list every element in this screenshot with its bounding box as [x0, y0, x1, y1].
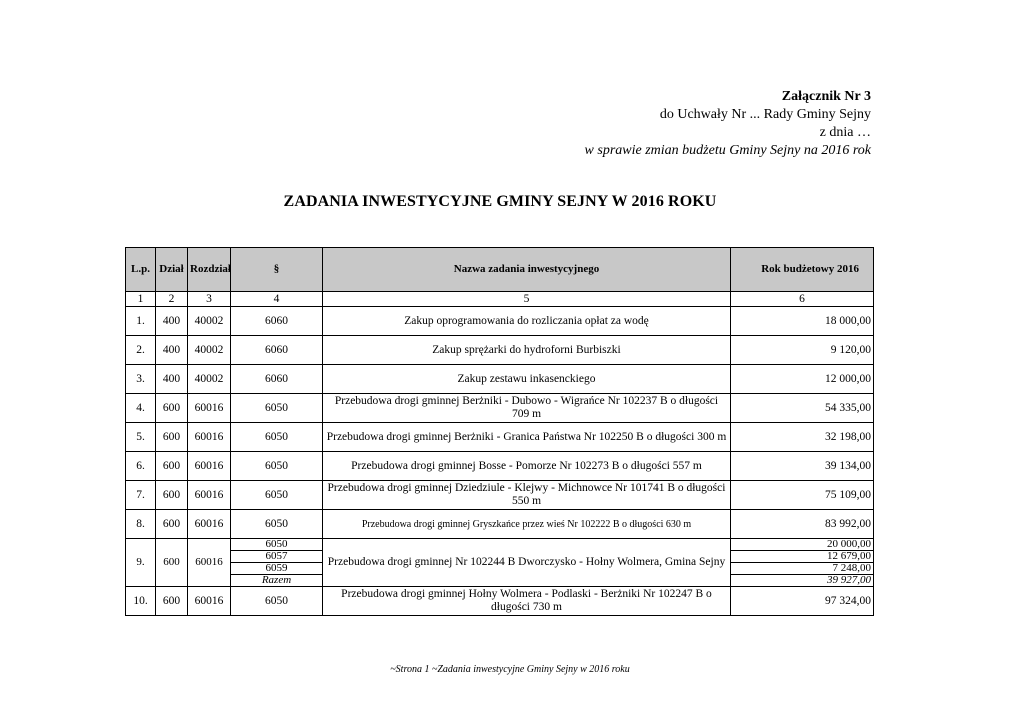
table-row [126, 394, 874, 423]
cell-lp: 9. [126, 539, 156, 587]
cell-nazwa: Przebudowa drogi gminnej Berżniki - Dubowo - Wigrańce Nr 102237 B o długości 709 m [323, 394, 731, 423]
cell-kwota: 75 109,00 [731, 481, 874, 510]
cell-paragraf: 6059 [231, 563, 323, 575]
attachment-title: Załącznik Nr 3 [781, 89, 871, 104]
cell-dzial: 600 [156, 481, 188, 510]
cell-lp: 6. [126, 452, 156, 481]
cell-lp: 7. [126, 481, 156, 510]
cell-lp: 3. [126, 365, 156, 394]
cell-paragraf: 6050 [231, 452, 323, 481]
cell-razem-label: Razem [231, 575, 323, 587]
header-lp: L.p. [126, 248, 156, 292]
cell-rozdzial: 60016 [188, 481, 231, 510]
cell-rozdzial: 40002 [188, 365, 231, 394]
table-row [126, 307, 874, 336]
page-footer: ~Strona 1 ~Zadania inwestycyjne Gminy Sejny w 2016 roku [390, 664, 630, 675]
header-kwota: Rok budżetowy 2016 [731, 248, 874, 292]
cell-dzial: 600 [156, 510, 188, 539]
column-number: 4 [231, 292, 323, 307]
investment-table [125, 247, 874, 616]
cell-dzial: 600 [156, 452, 188, 481]
cell-paragraf: 6050 [231, 481, 323, 510]
cell-kwota: 20 000,00 [731, 539, 874, 551]
cell-paragraf: 6050 [231, 394, 323, 423]
cell-paragraf: 6060 [231, 365, 323, 394]
cell-rozdzial: 60016 [188, 587, 231, 616]
column-number: 5 [323, 292, 731, 307]
cell-kwota: 39 134,00 [731, 452, 874, 481]
cell-dzial: 600 [156, 423, 188, 452]
cell-paragraf: 6050 [231, 423, 323, 452]
cell-kwota: 32 198,00 [731, 423, 874, 452]
column-number: 1 [126, 292, 156, 307]
cell-nazwa: Przebudowa drogi gminnej Hołny Wolmera - Podlaski - Berżniki Nr 102247 B o długości 730 m [323, 587, 731, 616]
cell-dzial: 400 [156, 336, 188, 365]
column-number: 2 [156, 292, 188, 307]
cell-lp: 5. [126, 423, 156, 452]
cell-nazwa: Przebudowa drogi gminnej Dziedziule - Klejwy - Michnowce Nr 101741 B o długości 550 m [323, 481, 731, 510]
cell-rozdzial: 60016 [188, 394, 231, 423]
cell-kwota: 54 335,00 [731, 394, 874, 423]
cell-paragraf: 6060 [231, 336, 323, 365]
cell-paragraf: 6050 [231, 510, 323, 539]
cell-kwota: 12 679,00 [731, 551, 874, 563]
cell-razem-kwota: 39 927,00 [731, 575, 874, 587]
cell-kwota: 12 000,00 [731, 365, 874, 394]
document-title: ZADANIA INWESTYCYJNE GMINY SEJNY W 2016 ROKU [283, 193, 717, 210]
table-row [126, 587, 874, 616]
cell-rozdzial: 60016 [188, 452, 231, 481]
cell-nazwa: Przebudowa drogi gminnej Berżniki - Granica Państwa Nr 102250 B o długości 300 m [323, 423, 731, 452]
resolution-date: z dnia … [819, 125, 871, 140]
cell-lp: 2. [126, 336, 156, 365]
cell-nazwa: Przebudowa drogi gminnej Nr 102244 B Dworczysko - Hołny Wolmera, Gmina Sejny [323, 539, 731, 587]
header-paragraf: § [231, 248, 323, 292]
cell-nazwa: Zakup oprogramowania do rozliczania opłat za wodę [323, 307, 731, 336]
cell-rozdzial: 40002 [188, 336, 231, 365]
cell-dzial: 600 [156, 587, 188, 616]
cell-nazwa: Przebudowa drogi gminnej Bosse - Pomorze Nr 102273 B o długości 557 m [323, 452, 731, 481]
cell-rozdzial: 60016 [188, 423, 231, 452]
table-row [126, 452, 874, 481]
table-row [126, 365, 874, 394]
cell-dzial: 600 [156, 394, 188, 423]
cell-kwota: 83 992,00 [731, 510, 874, 539]
table-row [126, 336, 874, 365]
cell-lp: 8. [126, 510, 156, 539]
cell-rozdzial: 40002 [188, 307, 231, 336]
cell-nazwa: Przebudowa drogi gminnej Gryszkańce przez wieś Nr 102222 B o długości 630 m [323, 510, 731, 539]
cell-dzial: 600 [156, 539, 188, 587]
cell-paragraf: 6050 [231, 587, 323, 616]
cell-kwota: 97 324,00 [731, 587, 874, 616]
table-row-split [126, 539, 874, 551]
table-row [126, 423, 874, 452]
cell-rozdzial: 60016 [188, 510, 231, 539]
cell-paragraf: 6057 [231, 551, 323, 563]
cell-nazwa: Zakup sprężarki do hydroforni Burbiszki [323, 336, 731, 365]
attachment-header [585, 88, 871, 160]
cell-dzial: 400 [156, 365, 188, 394]
cell-paragraf: 6060 [231, 307, 323, 336]
cell-paragraf: 6050 [231, 539, 323, 551]
cell-kwota: 9 120,00 [731, 336, 874, 365]
cell-kwota: 7 248,00 [731, 563, 874, 575]
header-rozdzial: Rozdział [188, 248, 231, 292]
header-nazwa: Nazwa zadania inwestycyjnego [323, 248, 731, 292]
resolution-reference: do Uchwały Nr ... Rady Gminy Sejny [659, 107, 871, 122]
cell-dzial: 400 [156, 307, 188, 336]
cell-lp: 1. [126, 307, 156, 336]
cell-rozdzial: 60016 [188, 539, 231, 587]
column-number: 3 [188, 292, 231, 307]
header-dzial: Dział [156, 248, 188, 292]
column-number-row [126, 292, 874, 307]
table-row [126, 481, 874, 510]
table-header-row [126, 248, 874, 292]
resolution-subject: w sprawie zmian budżetu Gminy Sejny na 2016 rok [584, 143, 871, 158]
cell-lp: 10. [126, 587, 156, 616]
cell-lp: 4. [126, 394, 156, 423]
cell-nazwa: Zakup zestawu inkasenckiego [323, 365, 731, 394]
cell-kwota: 18 000,00 [731, 307, 874, 336]
column-number: 6 [731, 292, 874, 307]
table-row [126, 510, 874, 539]
